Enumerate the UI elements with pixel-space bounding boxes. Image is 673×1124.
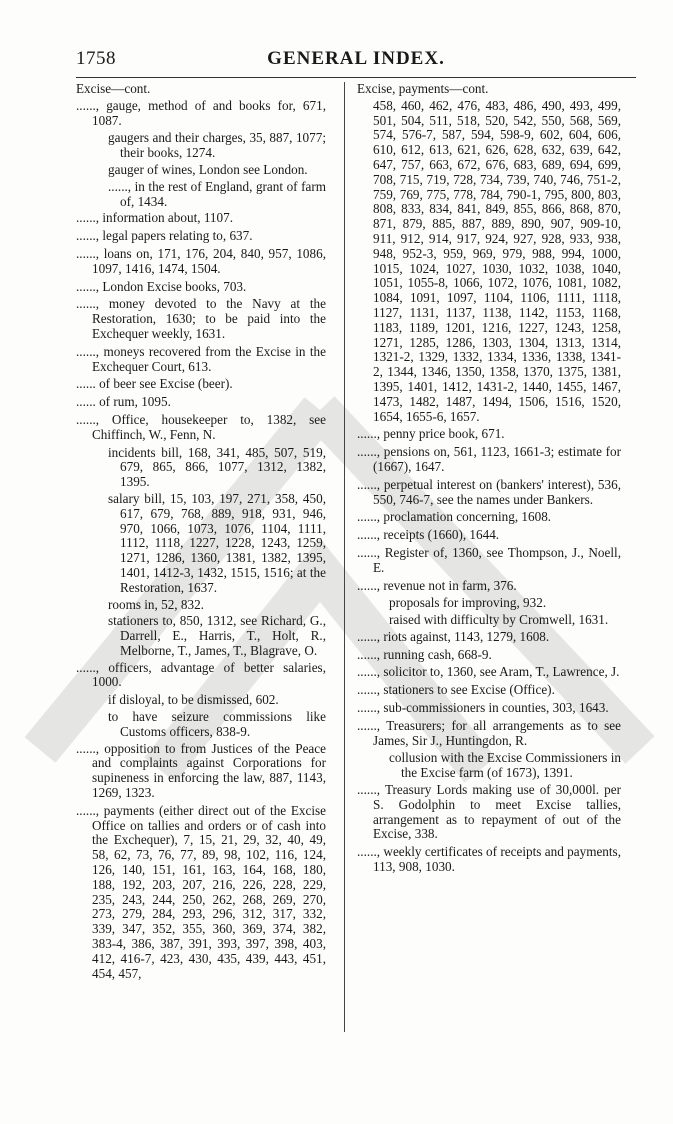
column-divider xyxy=(344,82,345,1032)
index-entry: ......, revenue not in farm, 376. xyxy=(357,577,517,593)
index-entry: ......, information about, 1107. xyxy=(76,210,234,226)
index-subentry: gauger of wines, London see London. xyxy=(108,161,308,177)
page-number: 1758 xyxy=(76,48,116,69)
index-entry: ......, loans on, 171, 176, 204, 840, 957, 1086, 1097, 1416, 1474, 1504. xyxy=(76,245,326,276)
index-entry: ......, pensions on, 561, 1123, 1661-3; estimate for (1667), 1647. xyxy=(357,444,621,474)
index-entry: ...... of rum, 1095. xyxy=(76,394,171,410)
index-entry: ......, Treasury Lords making use of 30,000l. per S. Godolphin to meet Excise tallies, arrangement as to repayment of out of the Excise, 338. xyxy=(357,782,621,842)
index-subentry: rooms in, 52, 832. xyxy=(108,596,204,612)
payments-continuation: 458, 460, 462, 476, 483, 486, 490, 493, 499, 501, 504, 511, 518, 520, 542, 550, 568, 569, 574, 576-7, 587, 594, 598-9, 602, 604, 606, 610, 612, 613, 621, 626, 628, 632, 639, 642, 647, 757, 663, 672, 676, 683, 689, 694, 699, 708, 715, 719, 728, 734, 739, 740, 746, 751-2, 759, 769, 775, 778, 784, 790-1, 795, 800, 803, 808, 833, 834, 841, 849, 855, 866, 868, 870, 871, 879, 885, 887, 889, 890, 907, 909-10, 911, 912, 914, 917, 924, 927, 928, 933, 938, 948, 952-3, 959, 969, 979, 988, 994, 1000, 1015, 1024, 1027, 1030, 1032, 1038, 1040, 1051, 1055-8, 1066, 1072, 1076, 1081, 1082, 1084, 1091, 1097, 1104, 1106, 1111, 1118, 1127, 1131, 1137, 1138, 1142, 1153, 1168, 1183, 1189, 1201, 1216, 1227, 1243, 1258, 1271, 1285, 1286, 1303, 1304, 1313, 1314, 1321-2, 1329, 1332, 1334, 1336, 1338, 1341-2, 1344, 1346, 1350, 1358, 1370, 1375, 1381, 1395, 1401, 1412, 1431-2, 1440, 1455, 1467, 1473, 1482, 1487, 1494, 1506, 1516, 1520, 1654, 1655-6, 1657. xyxy=(373,97,621,424)
index-subentry: gaugers and their charges, 35, 887, 1077; their books, 1274. xyxy=(108,130,326,161)
index-entry: ......, legal papers relating to, 637. xyxy=(76,228,253,244)
index-entry: ......, running cash, 668-9. xyxy=(357,646,492,662)
index-subentry: collusion with the Excise Commissioners in the Excise farm (of 1673), 1391. xyxy=(389,750,621,781)
right-entries xyxy=(357,427,621,875)
index-subentry: raised with difficulty by Cromwell, 1631. xyxy=(389,612,609,628)
index-entry: ......, stationers to see Excise (Office). xyxy=(357,682,555,698)
index-entry: ......, opposition to from Justices of the Peace and complaints against Corporations for supineness in enforcing the law, 887, 1143, 1269, 1323. xyxy=(76,740,326,801)
index-subentry: to have seizure commissions like Customs officers, 838-9. xyxy=(108,709,326,739)
index-entry: ...... of beer see Excise (beer). xyxy=(76,376,233,392)
index-entry: ......, Treasurers; for all arrangements as to see James, Sir J., Huntingdon, R. xyxy=(357,717,621,748)
right-column-heading: Excise, payments—cont. xyxy=(357,81,489,96)
index-entry: ......, gauge, method of and books for, 671, 1087. xyxy=(76,97,326,128)
index-subentry: incidents bill, 168, 341, 485, 507, 519, 679, 865, 866, 1077, 1312, 1382, 1395. xyxy=(108,444,326,490)
index-subentry: stationers to, 850, 1312, see Richard, G., Darrell, E., Harris, T., Holt, R., Melborne, T., James, T., Blagrave, O. xyxy=(108,613,326,658)
index-entry: ......, weekly certificates of receipts and payments, 113, 908, 1030. xyxy=(357,844,621,875)
index-subentry: ......, in the rest of England, grant of farm of, 1434. xyxy=(108,178,326,209)
index-entry: ......, London Excise books, 703. xyxy=(76,278,247,294)
index-entry: ......, sub-commissioners in counties, 303, 1643. xyxy=(357,700,609,716)
index-entry: ......, receipts (1660), 1644. xyxy=(357,527,500,543)
index-entry: ......, officers, advantage of better salaries, 1000. xyxy=(76,659,326,690)
index-entry: ......, Office, housekeeper to, 1382, see Chiffinch, W., Fenn, N. xyxy=(76,411,326,442)
left-column-heading: Excise—cont. xyxy=(76,81,151,96)
index-entry: ......, payments (either direct out of the Excise Office on tallies and orders or of cash into the Exchequer), 7, 15, 21, 29, 32, 40, 49, 58, 62, 73, 76, 77, 89, 98, 102, 116, 124, 126, 140, 151, 161, 163, 164, 168, 180, 188, 192, 203, 207, 216, 226, 228, 229, 235, 243, 244, 250, 262, 268, 269, 270, 273, 279, 284, 293, 296, 312, 317, 332, 339, 347, 352, 355, 360, 369, 374, 382, 383-4, 386, 387, 391, 393, 397, 398, 403, 412, 416-7, 423, 430, 435, 439, 443, 451, 454, 457, xyxy=(76,802,326,981)
left-column xyxy=(76,82,326,984)
index-subentry: if disloyal, to be dismissed, 602. xyxy=(108,692,279,708)
left-entries xyxy=(76,99,326,982)
index-subentry: proposals for improving, 932. xyxy=(389,595,547,611)
header-rule xyxy=(76,77,636,78)
index-subentry: salary bill, 15, 103, 197, 271, 358, 450, 617, 679, 768, 889, 918, 931, 946, 970, 1066, 1073, 1076, 1104, 1111, 1112, 1118, 1227, 1228, 1243, 1259, 1271, 1286, 1360, 1381, 1382, 1395, 1401, 1412-3, 1432, 1515, 1516; at the Restoration, 1637. xyxy=(108,490,326,595)
right-column xyxy=(357,82,621,878)
index-entry: ......, penny price book, 671. xyxy=(357,426,505,442)
index-entry: ......, riots against, 1143, 1279, 1608. xyxy=(357,628,550,644)
page-header xyxy=(76,48,636,74)
index-entry: ......, solicitor to, 1360, see Aram, T., Lawrence, J. xyxy=(357,664,620,680)
index-entry: ......, moneys recovered from the Excise in the Exchequer Court, 613. xyxy=(76,343,326,374)
index-entry: ......, perpetual interest on (bankers' interest), 536, 550, 746-7, see the names under Bankers. xyxy=(357,476,621,507)
index-entry: ......, money devoted to the Navy at the Restoration, 1630; to be paid into the Exchequer weekly, 1631. xyxy=(76,296,326,341)
index-entry: ......, Register of, 1360, see Thompson, J., Noell, E. xyxy=(357,544,621,575)
index-entry: ......, proclamation concerning, 1608. xyxy=(357,509,552,525)
running-title: GENERAL INDEX. xyxy=(267,48,445,69)
